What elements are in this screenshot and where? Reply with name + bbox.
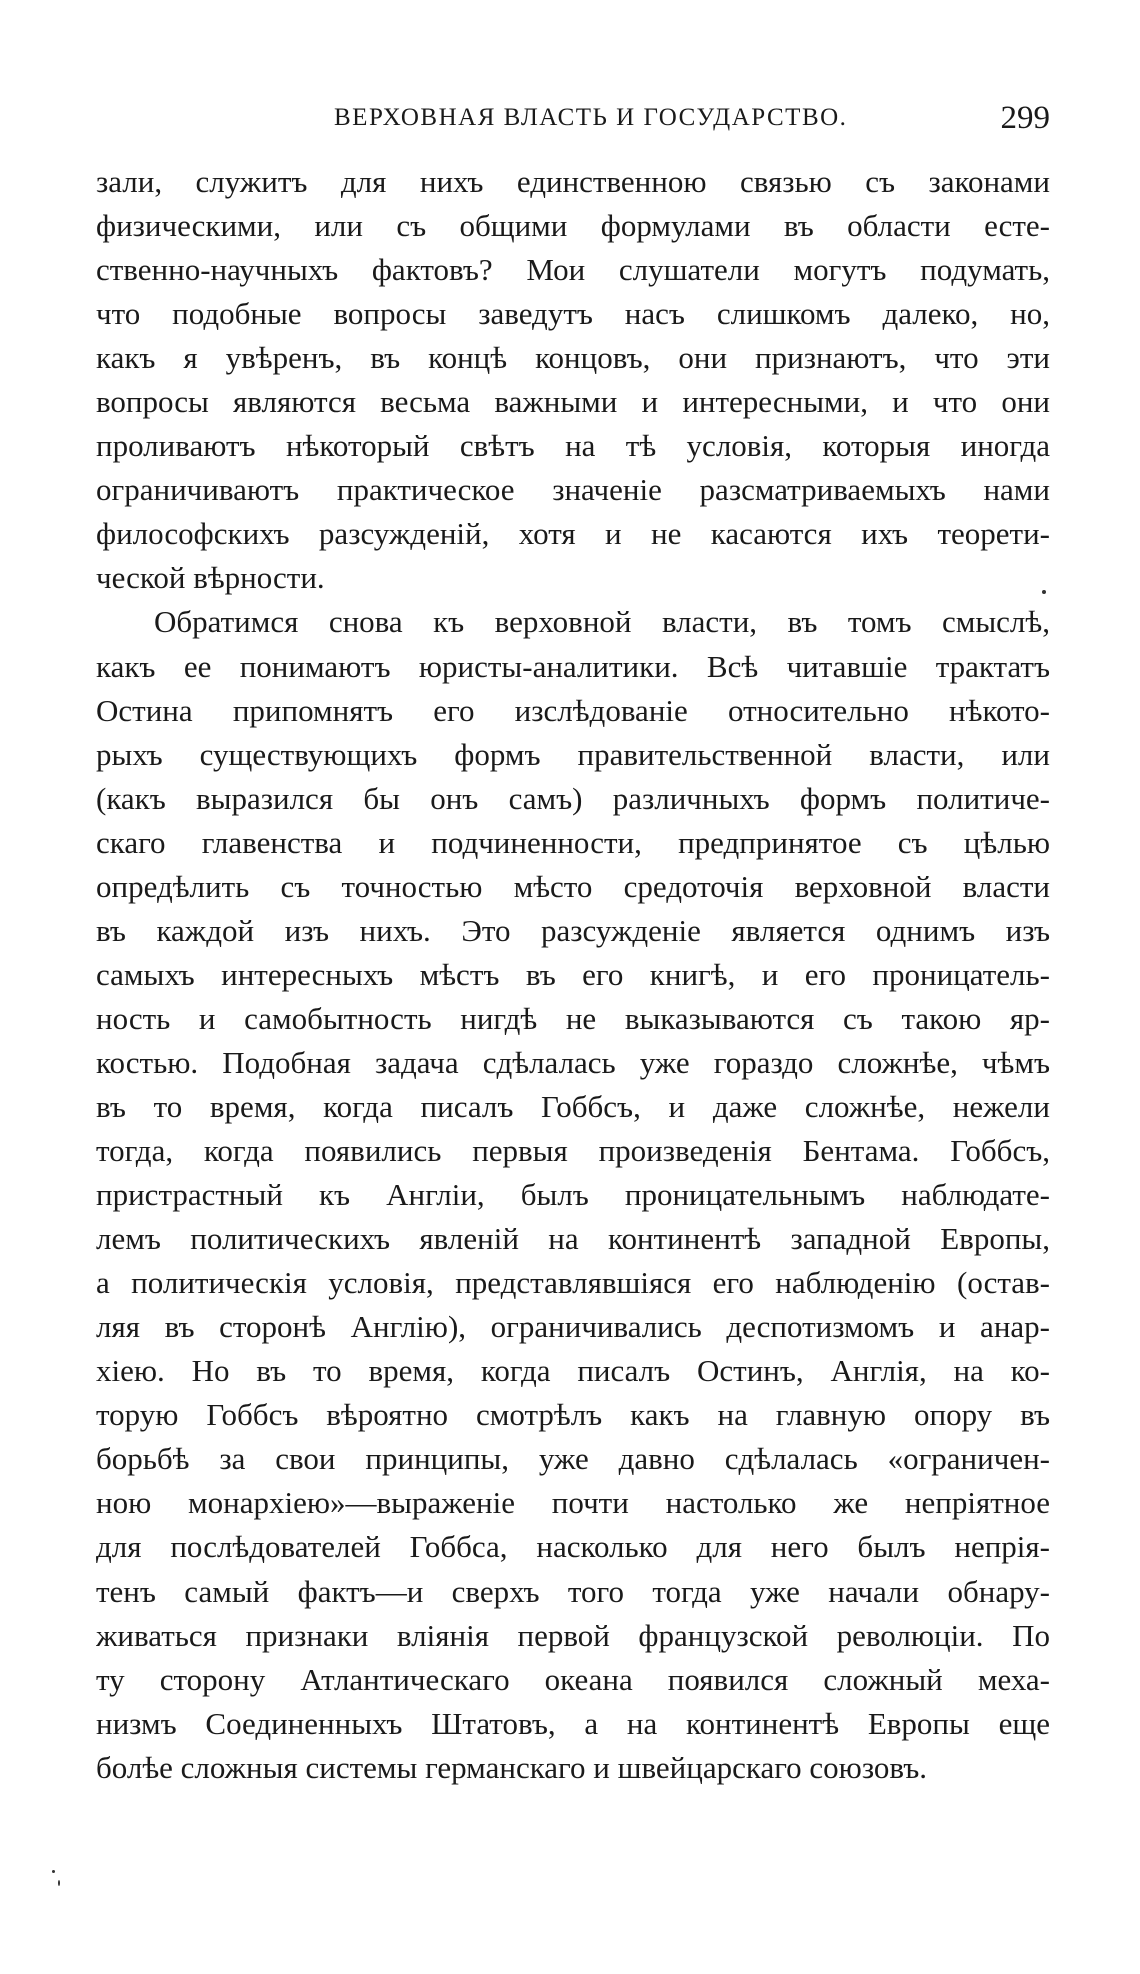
text-line: какъ ее понимаютъ юристы-аналитики. Всѣ читавшіе трактатъ — [96, 648, 1050, 684]
text-line: въ каждой изъ нихъ. Это разсужденіе является однимъ изъ — [96, 912, 1050, 948]
text-line: ною монархіею»—выраженіе почти настолько же непріятное — [96, 1485, 1050, 1521]
page-number: 299 — [1000, 100, 1050, 136]
text-line: ляя въ сторонѣ Англію), ограничивались деспотизмомъ и анар- — [96, 1309, 1050, 1345]
running-head — [96, 100, 1050, 140]
text-line: ность и самобытность нигдѣ не выказываются съ такою яр- — [96, 1000, 1050, 1036]
text-line: физическими, или съ общими формулами въ области есте- — [96, 208, 1050, 244]
scan-speck — [52, 1870, 55, 1873]
text-line: ственно-научныхъ фактовъ? Мои слушатели могутъ подумать, — [96, 252, 1050, 288]
text-line: ограничиваютъ практическое значеніе разсматриваемыхъ нами — [96, 472, 1050, 508]
text-line: зали, служитъ для нихъ единственною связью съ законами — [96, 164, 1050, 199]
paragraph-1 — [96, 160, 1050, 600]
text-line: философскихъ разсужденій, хотя и не касаются ихъ теорети- — [96, 516, 1050, 552]
scan-speck — [58, 1880, 60, 1886]
text-line: тогда, когда появились первыя произведенія Бентама. Гоббсъ, — [96, 1133, 1050, 1169]
text-line: рыхъ существующихъ формъ правительственной власти, или — [96, 736, 1050, 772]
text-line: пристрастный къ Англіи, былъ проницательнымъ наблюдате- — [96, 1177, 1050, 1213]
text-line: тенъ самый фактъ—и сверхъ того тогда уже начали обнару- — [96, 1573, 1050, 1609]
text-line: борьбѣ за свои принципы, уже давно сдѣлалась «ограничен- — [96, 1441, 1050, 1477]
text-line: опредѣлить съ точностью мѣсто средоточія верховной власти — [96, 868, 1050, 904]
text-line: самыхъ интересныхъ мѣстъ въ его книгѣ, и его проницатель- — [96, 956, 1050, 992]
text-line: скаго главенства и подчиненности, предпринятое съ цѣлью — [96, 824, 1050, 860]
text-line: ческой вѣрности. — [96, 560, 325, 596]
text-line: Обратимся снова къ верховной власти, въ томъ смыслѣ, — [154, 604, 1050, 640]
text-line: низмъ Соединенныхъ Штатовъ, а на континентѣ Европы еще — [96, 1705, 1050, 1741]
text-line: болѣе сложныя системы германскаго и швейцарскаго союзовъ. — [96, 1749, 928, 1785]
text-line: торую Гоббсъ вѣроятно смотрѣлъ какъ на главную опору въ — [96, 1397, 1050, 1433]
scan-speck — [1042, 590, 1046, 594]
text-line: проливаютъ нѣкоторый свѣтъ на тѣ условія, которыя иногда — [96, 428, 1050, 464]
text-line: а политическія условія, представлявшіяся его наблюденію (остав- — [96, 1265, 1050, 1301]
text-line: хіею. Но въ то время, когда писалъ Остинъ, Англія, на ко- — [96, 1353, 1050, 1389]
text-line: лемъ политическихъ явленій на континентѣ западной Европы, — [96, 1221, 1050, 1257]
body-text — [96, 160, 1050, 1790]
text-line: для послѣдователей Гоббса, насколько для него былъ непрія- — [96, 1529, 1050, 1565]
text-line: (какъ выразился бы онъ самъ) различныхъ формъ политиче- — [96, 780, 1050, 816]
text-line: костью. Подобная задача сдѣлалась уже гораздо сложнѣе, чѣмъ — [96, 1044, 1050, 1080]
text-line: въ то время, когда писалъ Гоббсъ, и даже сложнѣе, нежели — [96, 1088, 1050, 1124]
text-line: Остина припомнятъ его изслѣдованіе относительно нѣкото- — [96, 692, 1050, 728]
text-line: какъ я увѣренъ, въ концѣ концовъ, они признаютъ, что эти — [96, 340, 1050, 376]
text-line: что подобные вопросы заведутъ насъ слишкомъ далеко, но, — [96, 296, 1050, 332]
running-title: ВЕРХОВНАЯ ВЛАСТЬ И ГОСУДАРСТВО. — [334, 104, 848, 131]
text-line: живаться признаки вліянія первой французской революціи. По — [96, 1617, 1050, 1653]
text-line: ту сторону Атлантическаго океана появился сложный меха- — [96, 1661, 1050, 1697]
text-line: вопросы являются весьма важными и интересными, и что они — [96, 384, 1050, 420]
paragraph-2 — [96, 600, 1050, 1789]
